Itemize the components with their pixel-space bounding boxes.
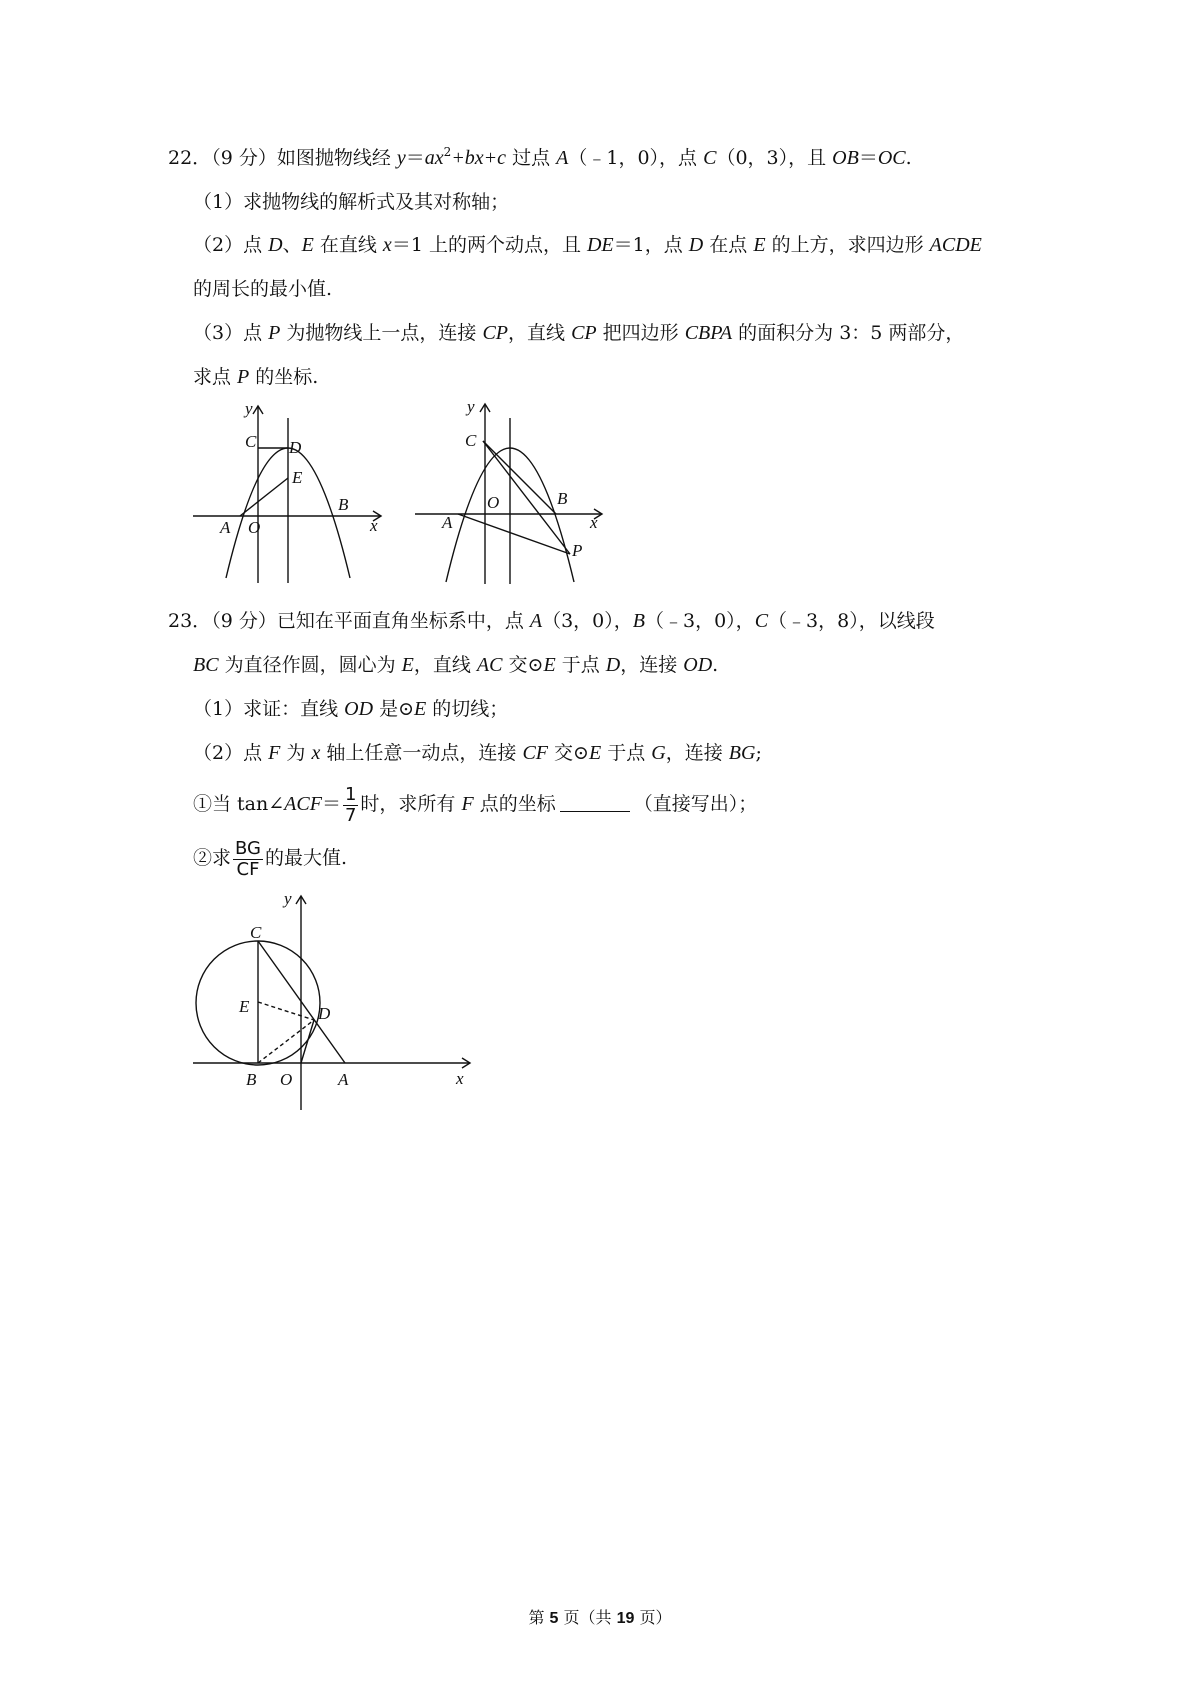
q22-figure-1 [188,398,398,588]
math: P [237,366,250,388]
text: 在直线 [313,234,383,256]
math: B [632,610,645,632]
math: x [382,234,392,256]
fraction-one-seventh [343,785,358,826]
text: ，连接 [665,742,729,764]
text: ＝1，点 [613,234,689,256]
math: CF [522,742,548,764]
label-A: A [338,1070,349,1089]
math: A [529,610,543,632]
text: 求点 [193,366,238,388]
math: ＝ [858,147,878,169]
text: 的坐标. [249,366,319,388]
page-number: 5 [549,1610,559,1627]
q23-number: 23． [168,610,212,632]
math: CP [482,322,509,344]
text: （﹣3，0）， [645,610,755,632]
text: ①当 tan∠ [193,793,285,815]
math: D [605,654,621,676]
text: 过点 [506,147,557,169]
math: OD [683,654,713,676]
math: E [301,234,314,256]
q23-stem [168,609,935,633]
q22-part1 [193,190,509,214]
text: 点的坐标 [473,793,556,815]
text: （直接写出）； [633,793,758,815]
text: 的最大值. [265,847,348,869]
answer-blank [560,793,630,812]
fraction-numerator: 1 [344,783,357,805]
fraction-denominator: CF [236,858,260,880]
math: D [688,234,704,256]
label-D: D [289,438,302,457]
text: ，直线 [413,654,477,676]
label-A: A [442,513,453,532]
math: ＝ [405,147,425,169]
q23-part1 [193,697,508,721]
math: A [556,147,569,169]
segment-AE [240,478,288,516]
text: （2）点 [193,234,269,256]
label-O: O [280,1070,293,1089]
text: （﹣1，0），点 [568,147,704,169]
label-D: D [318,1004,331,1023]
segment-ED-dashed [258,1002,314,1020]
total-pages: 19 [616,1610,635,1627]
text: 、 [282,234,302,256]
math: OC [877,147,906,169]
label-O: O [248,518,261,537]
math: ax [424,147,444,169]
fraction-denominator: 7 [344,804,357,826]
math: BC [193,654,219,676]
math: E [588,742,602,764]
math: x [311,742,321,764]
label-B: B [557,489,568,508]
text: 的周长的最小值. [193,278,333,300]
label-y: y [467,397,475,416]
math: ACF [284,793,322,815]
math: AC [476,654,503,676]
label-B: B [338,495,349,514]
text: （2）点 [193,742,269,764]
math: P [268,322,281,344]
q23-part2 [193,741,762,765]
math: OD [344,698,374,720]
label-C: C [245,432,257,451]
math-sup: 2 [443,145,452,159]
text: 时，求所有 [360,793,462,815]
text: ＝ [321,793,341,815]
q22-stem [168,146,912,170]
fraction-bg-over-cf [233,839,263,880]
text: （1）求证：直线 [193,698,345,720]
text: ，连接 [620,654,684,676]
math: E [401,654,414,676]
q22-part3 [193,321,964,345]
label-C: C [465,431,477,450]
label-y: y [284,889,292,908]
q22-part2 [193,233,982,257]
q22-figure-2 [410,396,615,588]
text: 第 [528,1608,550,1627]
math: E [543,654,556,676]
label-x: x [456,1069,464,1088]
text: ，直线 [508,322,572,344]
text: 轴上任意一动点，连接 [320,742,523,764]
text: 是⊙ [373,698,414,720]
q23-sub1 [193,782,757,826]
text: （﹣3，8），以线段 [768,610,935,632]
label-y: y [245,399,253,418]
text: 已知在平面直角坐标系中，点 [276,610,530,632]
label-O: O [487,493,500,512]
math: E [414,698,427,720]
label-x: x [370,516,378,535]
math: D [268,234,283,256]
text: 于点 [601,742,652,764]
math: E [753,234,766,256]
q23-points: （9 分） [211,610,277,632]
text: 的切线； [426,698,509,720]
math: OB [832,147,859,169]
text: 的上方，求四边形 [765,234,930,256]
text: 于点 [555,654,606,676]
text: 交⊙ [502,654,544,676]
text: . [905,147,912,169]
text: ②求 [193,847,232,869]
label-E: E [292,468,303,487]
text: 的面积分为 3：5 两部分， [732,322,965,344]
math: F [268,742,281,764]
math: G [651,742,666,764]
text: 交⊙ [548,742,589,764]
q23-sub2 [193,836,347,880]
label-C: C [250,923,262,942]
text: ＝1 上的两个动点，且 [391,234,587,256]
q22-part3-cont [193,365,318,389]
text: （0，3），且 [716,147,833,169]
label-P: P [572,541,583,560]
label-A: A [220,518,231,537]
segment-OD [301,1020,314,1063]
q22-number: 22． [168,147,212,169]
math: y [396,147,406,169]
math: C [754,610,769,632]
text: （3，0）， [542,610,633,632]
math: ACDE [929,234,982,256]
text: . [712,654,719,676]
text: ; [755,742,762,764]
math: DE [586,234,614,256]
text: （3）点 [193,322,269,344]
segment-AP [458,514,570,554]
q22-points: （9 分） [211,147,277,169]
page-footer [0,1605,1200,1628]
math: +bx+c [451,147,507,169]
math: F [461,793,474,815]
text: 把四边形 [596,322,685,344]
text: 在点 [703,234,754,256]
text: 为 [280,742,312,764]
text: 页） [634,1608,672,1627]
fraction-numerator: BG [235,837,261,859]
text: 为抛物线上一点，连接 [280,322,483,344]
q23-figure [188,888,478,1118]
text: 为直径作圆，圆心为 [218,654,402,676]
q23-stem-cont [193,653,718,677]
label-E: E [239,997,250,1016]
text: （1）求抛物线的解析式及其对称轴； [193,191,510,213]
math: BG [728,742,756,764]
label-x: x [590,513,598,532]
text: 页（共 [558,1608,617,1627]
segment-BD-dashed [258,1020,314,1063]
q22-part2-cont [193,277,332,301]
text: 如图抛物线经 [276,147,397,169]
math: CP [571,322,597,344]
label-B: B [246,1070,257,1089]
math: CBPA [684,322,733,344]
math: C [703,147,717,169]
